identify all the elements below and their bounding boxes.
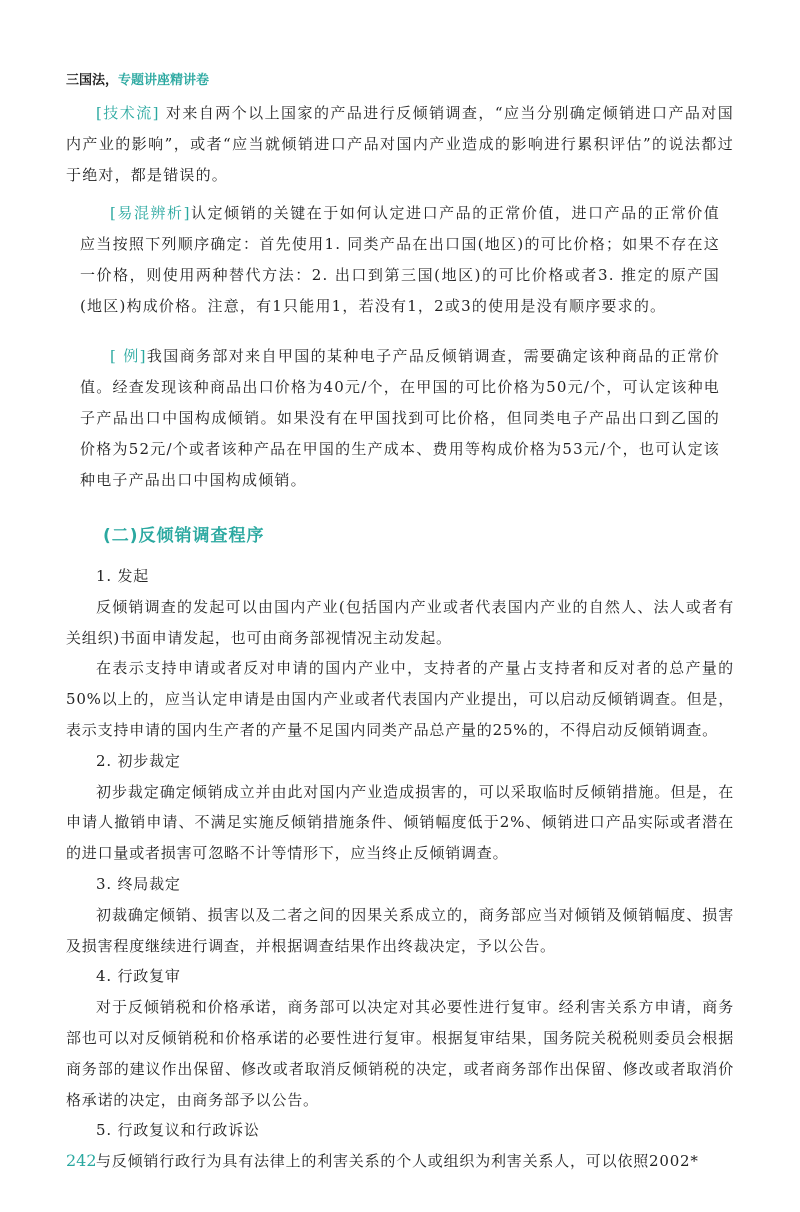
subheading-preliminary: 2. 初步裁定 <box>96 751 181 770</box>
example-text: 我国商务部对来自甲国的某种电子产品反倾销调查，需要确定该种商品的正常价值。经查发现该种商品出口价格为40元/个，在甲国的可比价格为50元/个，可认定该种电子产品出口中国构成倾销。如果没有在甲国找到可比价格，但同类电子产品出口到乙国的价格为52元/个或者该种产品在甲国的生产成本、费用等构成价格为53元/个，也可认定该种电子产品出口中国构成倾销。 <box>80 347 720 489</box>
tech-flow-note <box>66 98 734 191</box>
paragraph-final: 初裁确定倾销、损害以及二者之间的因果关系成立的，商务部应当对倾销及倾销幅度、损害及损害程度继续进行调查，并根据调查结果作出终裁决定，予以公告。 <box>66 905 734 955</box>
subheading-final: 3. 终局裁定 <box>96 874 181 893</box>
paragraph-initiation-1: 反倾销调查的发起可以由国内产业(包括国内产业或者代表国内产业的自然人、法人或者有关组织)书面申请发起，也可由商务部视情况主动发起。 <box>66 597 734 647</box>
paragraph-preliminary: 初步裁定确定倾销成立并由此对国内产业造成损害的，可以采取临时反倾销措施。但是，在申请人撤销申请、不满足实施反倾销措施条件、倾销幅度低于2%、倾销进口产品实际或者潜在的进口量或者损害可忽略不计等情形下，应当终止反倾销调查。 <box>66 782 734 863</box>
confusion-tag: [易混辨析] <box>110 204 191 222</box>
subheading-reconsideration: 5. 行政复议和行政诉讼 <box>96 1121 260 1140</box>
header-book-title: 三国法 <box>66 73 106 88</box>
example-tag: [ 例] <box>110 347 147 365</box>
paragraph-initiation-2: 在表示支持申请或者反对申请的国内产业中，支持者的产量占支持者和反对者的总产量的50%以上的，应当认定申请是由国内产业或者代表国内产业提出，可以启动反倾销调查。但是，表示支持申请的国内生产者的产量不足国内同类产品总产量的25%的，不得启动反倾销调查。 <box>66 659 734 739</box>
confusion-paragraph <box>80 198 720 322</box>
example-note <box>80 341 720 496</box>
running-header <box>66 72 209 90</box>
header-separator: ， <box>105 73 119 88</box>
procedure-body <box>66 561 734 1177</box>
confusion-note <box>80 198 720 322</box>
example-paragraph <box>80 341 720 496</box>
paragraph-reconsideration: 与反倾销行政行为具有法律上的利害关系的个人或组织为利害关系人，可以依照2002* <box>96 1152 699 1171</box>
tech-flow-tag: [技术流] <box>96 104 160 122</box>
confusion-text: 认定倾销的关键在于如何认定进口产品的正常价值，进口产品的正常价值应当按照下列顺序确定：首先使用1. 同类产品在出口国(地区)的可比价格；如果不存在这一价格，则使用两种替代方法：2. 出口到第三国(地区)的可比价格或者3. 推定的原产国(地区)构成价格。注意，有1只能用1，若没有1，2或3的使用是没有顺序要求的。 <box>80 204 721 315</box>
tech-flow-text: 对来自两个以上国家的产品进行反倾销调查，“应当分别确定倾销进口产品对国内产业的影响”，或者“应当就倾销进口产品对国内产业造成的影响进行累积评估”的说法都过于绝对，都是错误的。 <box>66 104 734 184</box>
page-number: 242 <box>66 1151 97 1170</box>
tech-flow-paragraph <box>66 98 734 191</box>
header-series-title: 专题讲座精讲卷 <box>118 73 210 88</box>
subheading-initiation: 1. 发起 <box>96 567 150 585</box>
subheading-review: 4. 行政复审 <box>96 967 181 986</box>
paragraph-review: 对于反倾销税和价格承诺，商务部可以决定对其必要性进行复审。经利害关系方申请，商务部也可以对反倾销税和价格承诺的必要性进行复审。根据复审结果，国务院关税税则委员会根据商务部的建议作出保留、修改或者取消反倾销税的决定，或者商务部作出保留、修改或者取消价格承诺的决定，由商务部予以公告。 <box>66 998 734 1109</box>
section-title: (二)反倾销调查程序 <box>103 526 265 546</box>
